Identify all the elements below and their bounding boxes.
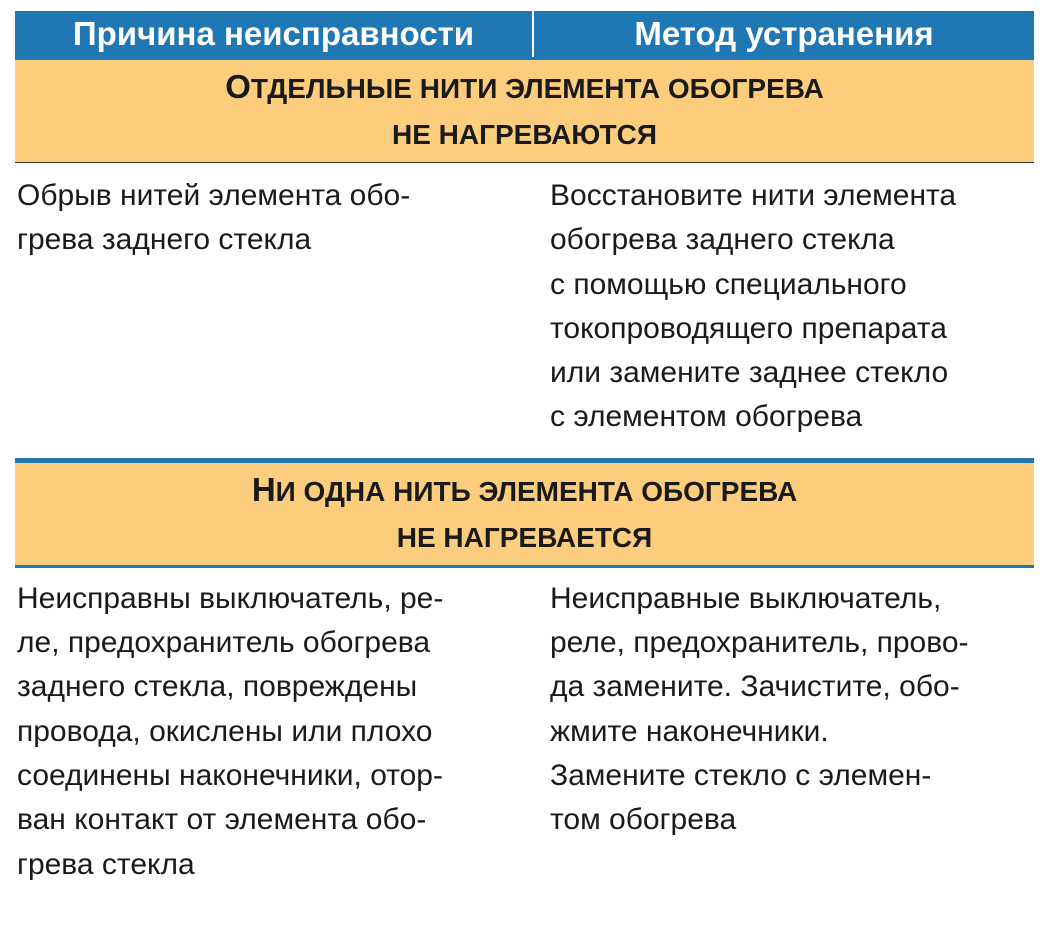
section-title-1-line1: [15, 64, 1034, 112]
header-cause: Причина неисправности: [72, 15, 475, 52]
row-2-remedy: Неисправные выключатель, реле, предохранитель, прово- да замените. Зачистите, обо- жмите наконечники. Замените стекло с элемен- том обогрева: [550, 581, 969, 837]
malfunction-table: [15, 11, 1034, 887]
row-1-cause: Обрыв нитей элемента обо- грева заднего стекла: [17, 179, 411, 257]
section-title-2-rest: И ОДНА НИТЬ ЭЛЕМЕНТА ОБОГРЕВА: [275, 475, 798, 507]
section-title-2-initial: Н: [251, 470, 276, 508]
row-1-remedy: Восстановите нити элемента обогрева заднего стекла с помощью специального токопроводящего препарата или замените заднее стекло с элементом обогрева: [550, 179, 957, 434]
section-title-1-rest: ТДЕЛЬНЫЕ НИТИ ЭЛЕМЕНТА ОБОГРЕВА: [250, 73, 824, 104]
header-remedy: Метод устранения: [634, 15, 934, 52]
table-header: [15, 11, 1034, 57]
section-title-1-line2: НЕ НАГРЕВАЮТСЯ: [391, 119, 657, 150]
table-row: [15, 163, 1034, 458]
section-title-1: [15, 60, 1034, 162]
section-title-2-line2: НЕ НАГРЕВАЕТСЯ: [396, 521, 653, 553]
row-2-cause: Неисправны выключатель, ре- ле, предохранитель обогрева заднего стекла, повреждены провода, окислены или плохо соединены наконечники, отор- ван контакт от элемента обо- грева стекла: [17, 581, 444, 881]
table-row: [15, 568, 1034, 887]
section-title-1-initial: О: [225, 68, 251, 105]
section-title-2: [15, 463, 1034, 565]
section-title-2-line1: [15, 467, 1034, 515]
